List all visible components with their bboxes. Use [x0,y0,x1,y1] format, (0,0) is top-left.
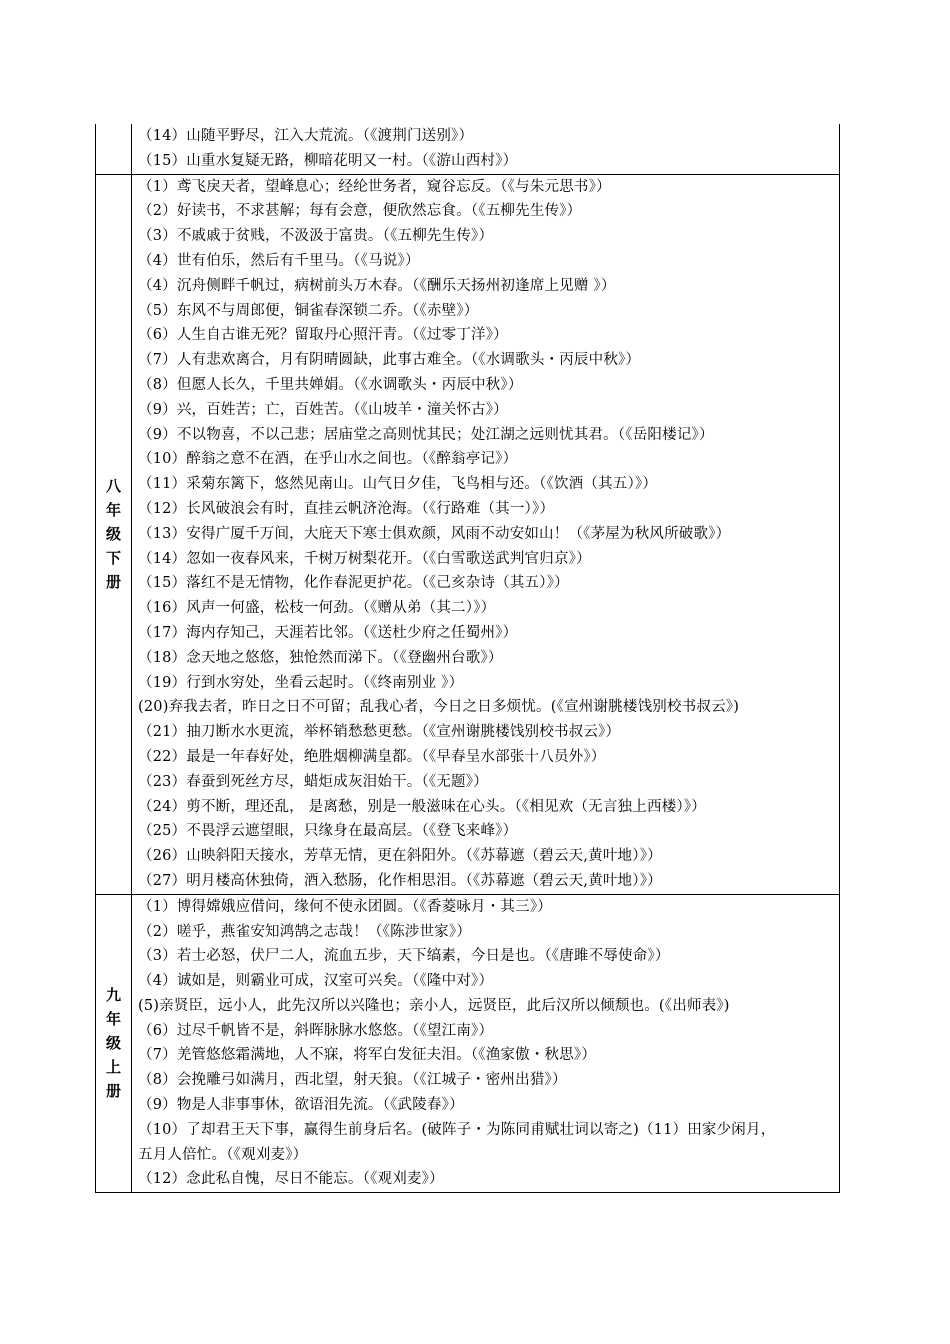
poem-line: （5）东风不与周郎便，铜雀春深锁二乔。（《赤壁》） [138,302,479,319]
poem-line: （25）不畏浮云遮望眼，只缘身在最高层。（《登飞来峰》） [138,823,518,840]
grade-char: 九 [105,986,121,1005]
poem-line: （26）山映斜阳天接水，芳草无情，更在斜阳外。（《苏幕遮（碧云天,黄叶地）》） [138,848,662,865]
grade-char: 级 [105,1034,121,1053]
poem-line: （6）过尽千帆皆不是，斜晖脉脉水悠悠。（《望江南》） [138,1022,494,1039]
poem-line: （2）好读书，不求甚解；每有会意，便欣然忘食。（《五柳先生传》） [138,203,582,220]
poem-line: （13）安得广厦千万间，大庇天下寒士俱欢颜，风雨不动安如山！（《茅屋为秋风所破歌》） [138,525,731,542]
poem-line: （2）嗟乎，燕雀安知鸿鹄之志哉！（《陈涉世家》） [138,923,472,940]
poem-line: (5)亲贤臣，远小人，此先汉所以兴隆也；亲小人，远贤臣，此后汉所以倾颓也。(《出师表》) [138,997,730,1014]
poem-line: （10）了却君王天下事，赢得生前身后名。(破阵子・为陈同甫赋壮词以寄之)（11）田家少闲月， [138,1121,776,1138]
grade-char: 上 [105,1058,121,1077]
poetry-table [95,124,840,1193]
poem-line: （27）明月楼高休独倚，酒入愁肠，化作相思泪。（《苏幕遮（碧云天,黄叶地）》） [138,872,662,889]
poem-line: （17）海内存知己，天涯若比邻。（《送杜少府之任蜀州》） [138,624,518,641]
grade-char: 册 [105,1082,121,1101]
section-grade8-vol2 [96,174,839,894]
section-lines [132,124,839,174]
poem-line: （8）但愿人长久，千里共婵娟。（《水调歌头・丙辰中秋》） [138,376,523,393]
poem-line: （15）山重水复疑无路，柳暗花明又一村。（《游山西村》） [138,152,518,169]
section-continued [96,124,839,174]
poem-line: （18）念天地之悠悠，独怆然而涕下。（《登幽州台歌》） [138,649,503,666]
poem-line: （15）落红不是无情物，化作春泥更护花。（《己亥杂诗（其五）》） [138,575,569,592]
section-lines [132,175,839,894]
section-grade9-vol1 [96,894,839,1193]
poem-line: （6）人生自古谁无死？留取丹心照汗青。（《过零丁洋》） [138,327,508,344]
poem-line: （12）念此私自愧，尽日不能忘。（《观刈麦》） [138,1171,444,1188]
poem-line: （7）羌管悠悠霜满地，人不寐，将军白发征夫泪。（《渔家傲・秋思》） [138,1047,597,1064]
poem-line: （1）博得嫦娥应借问，缘何不使永团圆。（《香菱咏月・其三》） [138,898,552,915]
poem-line: 五月人倍忙。（《观刈麦》） [138,1146,308,1163]
grade-char: 级 [105,525,121,544]
poem-line: (20)弃我去者，昨日之日不可留；乱我心者，今日之日多烦忧。(《宣州谢朓楼饯别校书叔云》) [138,699,740,716]
poem-line: （22）最是一年春好处，绝胜烟柳满皇都。（《早春呈水部张十八员外》） [138,748,606,765]
poem-line: （3）若士必怒，伏尸二人，流血五步，天下缟素，今日是也。（《唐雎不辱使命》） [138,948,670,965]
poem-line: （3）不戚戚于贫贱，不汲汲于富贵。（《五柳先生传》） [138,228,494,245]
poem-line: （14）忽如一夜春风来，千树万树梨花开。（《白雪歌送武判官归京》） [138,550,591,567]
poem-line: （10）醉翁之意不在酒，在乎山水之间也。（《醉翁亭记》） [138,451,518,468]
grade-char: 册 [105,573,121,592]
poem-line: （7）人有悲欢离合，月有阴晴圆缺，此事古难全。（《水调歌头・丙辰中秋》） [138,352,641,369]
poem-line: （11）采菊东篱下，悠然见南山。山气日夕佳，飞鸟相与还。（《饮酒（其五）》） [138,476,658,493]
poem-line: （9）物是人非事事休，欲语泪先流。（《武陵春》） [138,1097,464,1114]
poem-line: （16）风声一何盛，松枝一何劲。（《赠从弟（其二）》） [138,600,496,617]
grade-cell [96,175,132,894]
poem-line: （23）春蚕到死丝方尽，蜡炬成灰泪始干。（《无题》） [138,773,488,790]
grade-char: 年 [105,1010,121,1029]
poem-line: （4）诚如是，则霸业可成，汉室可兴矣。（《隆中对》） [138,973,494,990]
poem-line: （9）不以物喜，不以己悲；居庙堂之高则忧其民；处江湖之远则忧其君。（《岳阳楼记》） [138,426,714,443]
poem-line: （24）剪不断，理还乱， 是离愁，别是一般滋味在心头。（《相见欢（无言独上西楼）》） [138,798,706,815]
poem-line: （19）行到水穷处，坐看云起时。（《终南别业 》） [138,674,464,691]
poem-line: （12）长风破浪会有时，直挂云帆济沧海。（《行路难（其一）》） [138,500,555,517]
poem-line: （4）沉舟侧畔千帆过，病树前头万木春。（《酬乐天扬州初逢席上见赠 》） [138,277,616,294]
poem-line: （21）抽刀断水水更流，举杯销愁愁更愁。（《宣州谢朓楼饯别校书叔云》） [138,724,621,741]
grade-char: 下 [105,549,121,568]
poem-line: （14）山随平野尽，江入大荒流。（《渡荆门送别》） [138,128,474,144]
section-lines [132,895,839,1193]
poem-line: （1）鸢飞戾天者，望峰息心；经纶世务者，窥谷忘反。（《与朱元思书》） [138,178,611,195]
grade-char: 年 [105,501,121,520]
poem-line: （4）世有伯乐，然后有千里马。（《马说》） [138,252,420,269]
poem-line: （8）会挽雕弓如满月，西北望，射天狼。（《江城子・密州出猎》） [138,1072,567,1089]
poem-line: （9）兴，百姓苦；亡，百姓苦。（《山坡羊・潼关怀古》） [138,401,508,418]
grade-cell [96,124,132,174]
grade-char: 八 [105,477,121,496]
grade-cell [96,895,132,1193]
